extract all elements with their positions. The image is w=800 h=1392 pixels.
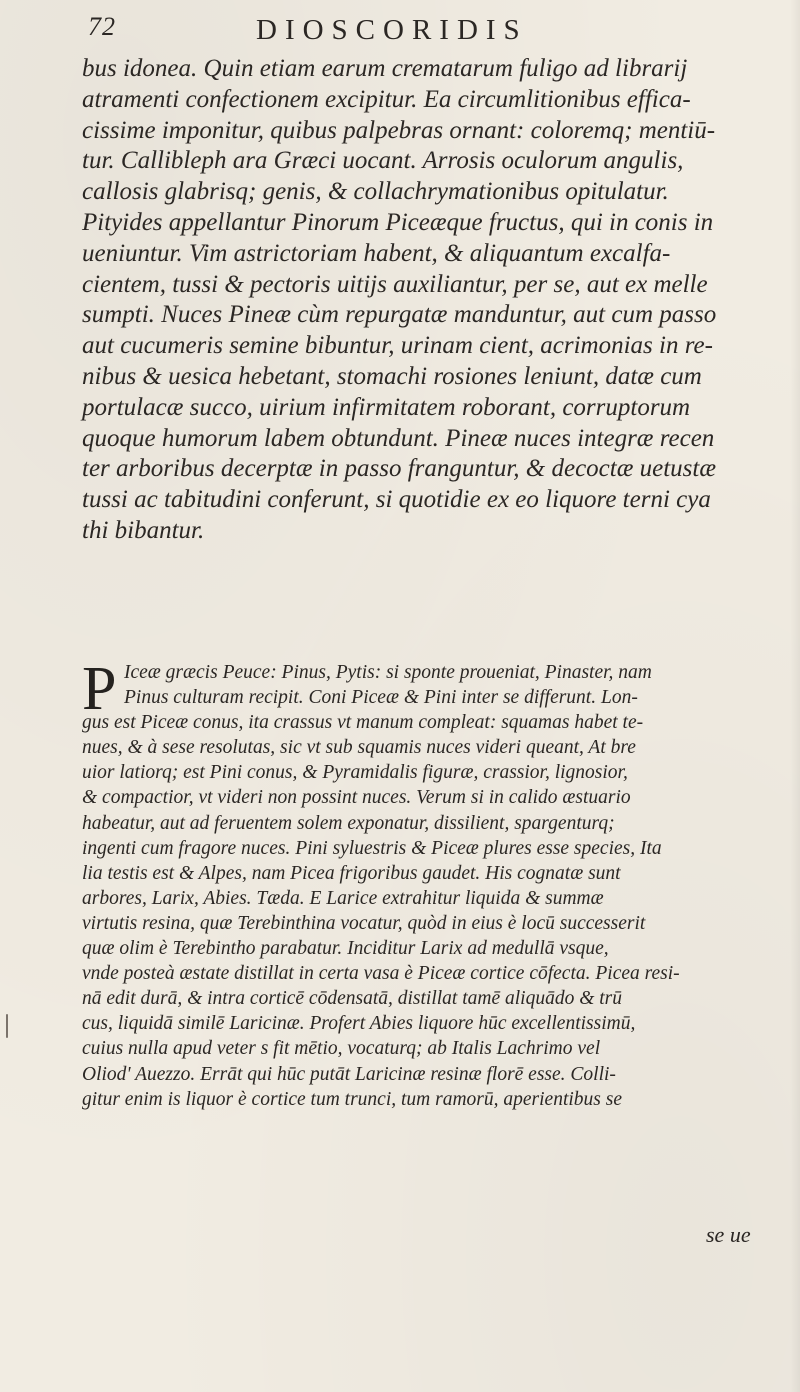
text-line: cus, liquidā similē Laricinæ. Profert Abies liquore hūc excellentissimū, [82,1013,636,1035]
text-line: & compactior, vt videri non possint nuces. Verum si in calido æstuario [82,787,631,809]
text-line: tussi ac tabitudini conferunt, si quotidie ex eo liquore terni cya [82,486,711,514]
text-line: cuius nulla apud veter s fit mētio, vocaturq; ab Italis Lachrimo vel [82,1038,601,1060]
text-line: portulacæ succo, uirium infirmitatem roborant, corruptorum [82,393,691,421]
paragraph-pine-resin [82,54,762,547]
text-line: sumpti. Nuces Pineæ cùm repurgatæ manduntur, aut cum passo [82,301,717,329]
catchword: se ue [706,1222,751,1247]
text-line: Iceæ græcis Peuce: Pinus, Pytis: si sponte proueniat, Pinaster, nam [124,662,652,683]
text-line: habeatur, aut ad feruentem solem exponatur, dissilient, spargenturq; [82,812,615,834]
text-line: uior latiorq; est Pini conus, & Pyramidalis figuræ, crassior, lignosior, [82,762,628,784]
text-line: atramenti confectionem excipitur. Ea circumlitionibus effica- [82,85,691,113]
page-header [88,10,728,50]
text-line: ter arboribus decerptæ in passo franguntur, & decoctæ uetustæ [82,455,717,483]
paragraph-picea-commentary [82,655,762,1112]
text-line: lia testis est & Alpes, nam Picea frigoribus gaudet. His cognatæ sunt [82,862,621,884]
text-line: gus est Piceæ conus, ita crassus vt manum compleat: squamas habet te- [82,712,644,734]
text-line: cissime imponitur, quibus palpebras ornant: coloremq; mentiū- [82,116,716,144]
text-line: nibus & uesica hebetant, stomachi rosiones leniunt, datæ cum [82,362,702,390]
running-title: DIOSCORIDIS [256,14,528,46]
text-line: arbores, Larix, Abies. Tæda. E Larice extrahitur liquida & summæ [82,887,604,909]
text-line: gitur enim is liquor è cortice tum trunci, tum ramorū, aperientibus se [82,1088,623,1110]
text-line: quoque humorum labem obtundunt. Pineæ nuces integræ recen [82,424,715,452]
text-line: tur. Callibleph ara Græci uocant. Arrosis oculorum angulis, [82,147,684,175]
text-line: Oliod' Auezzo. Errāt qui hūc putāt Laricinæ resinæ florē esse. Colli- [82,1063,616,1085]
text-line: ueniuntur. Vim astrictoriam habent, & aliquantum excalfa- [82,239,671,267]
text-line: cientem, tussi & pectoris uitijs auxiliantur, per se, aut ex melle [82,270,708,298]
drop-cap-initial: P [82,655,117,723]
text-line: Pityides appellantur Pinorum Piceæque fructus, qui in conis in [82,208,714,236]
text-line: aut cucumeris semine bibuntur, urinam cient, acrimonias in re- [82,332,713,360]
text-line: thi bibantur. [82,516,205,544]
text-line: vnde posteà æstate distillat in certa vasa è Piceæ cortice cōfecta. Picea resi- [82,963,680,985]
paper-edge-shadow [790,0,800,1392]
text-line: bus idonea. Quin etiam earum crematarum fuligo ad librarij [82,55,688,82]
page-number: 72 [88,12,116,41]
text-line: virtutis resina, quæ Terebinthina vocatur, quòd in eius è locū successerit [82,912,646,934]
text-line: ingenti cum fragore nuces. Pini syluestris & Piceæ plures esse species, Ita [82,837,662,859]
text-line: quæ olim è Terebintho parabatur. Inciditur Larix ad medullā vsque, [82,938,609,960]
text-line: nā edit durā, & intra corticē cōdensatā, distillat tamē aliquādo & trū [82,988,623,1010]
margin-mark [6,1014,8,1038]
text-line: callosis glabrisq; genis, & collachrymationibus opitulatur. [82,178,669,206]
text-line: Pinus culturam recipit. Coni Piceæ & Pini inter se differunt. Lon- [124,687,638,709]
text-line: nues, & à sese resolutas, sic vt sub squamis nuces videri queant, At bre [82,737,636,759]
